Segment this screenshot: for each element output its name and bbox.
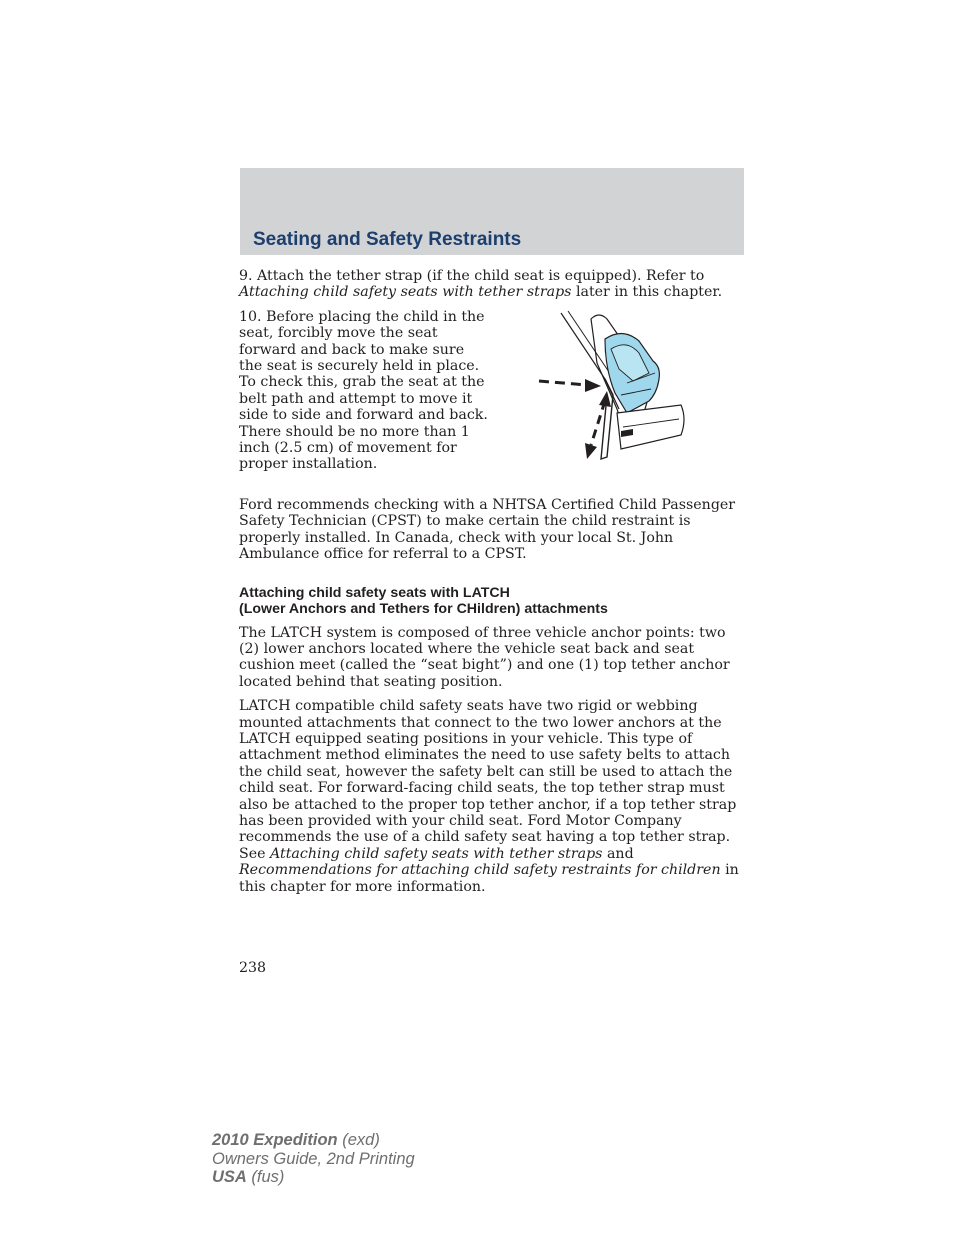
step-9-text: 9. Attach the tether strap (if the child seat is equipped). Refer to bbox=[239, 268, 705, 284]
footer-line-1 bbox=[212, 1131, 415, 1150]
header-band bbox=[240, 168, 744, 255]
step-9-paragraph bbox=[239, 268, 745, 301]
section-title: Seating and Safety Restraints bbox=[253, 229, 522, 250]
child-seat-movement-check-illustration bbox=[535, 309, 693, 469]
footer-model-code: (exd) bbox=[337, 1131, 380, 1149]
footer-market-code: (fus) bbox=[246, 1168, 285, 1186]
step-9-reference: Attaching child safety seats with tether straps bbox=[239, 284, 572, 301]
latch-paragraph-2 bbox=[239, 698, 745, 895]
footer bbox=[212, 1131, 415, 1187]
latch-reference-recommendations: Recommendations for attaching child safety restraints for children bbox=[239, 862, 721, 879]
latch-paragraph-2-end: in this chapter for more information. bbox=[239, 862, 739, 895]
step-10-paragraph: 10. Before placing the child in the seat, forcibly move the seat forward and back to make sure the seat is securely held in place. To check this, grab the seat at the belt path and attempt to move it side to side and forward and back. There should be no more than 1 inch (2.5 cm) of movement for proper installation. bbox=[239, 308, 488, 473]
latch-paragraph-1: The LATCH system is composed of three vehicle anchor points: two (2) lower anchors located where the vehicle seat back and seat cushion meet (called the “seat bight”) and one (1) top tether anchor located behind that seating position. bbox=[239, 624, 730, 690]
footer-line-3 bbox=[212, 1168, 415, 1187]
page-content bbox=[239, 268, 745, 903]
step-10-block bbox=[239, 309, 745, 473]
page-number: 238 bbox=[239, 960, 267, 976]
footer-market: USA bbox=[212, 1168, 247, 1186]
step-9-text-end: later in this chapter. bbox=[571, 284, 723, 301]
cpst-paragraph: Ford recommends checking with a NHTSA Certified Child Passenger Safety Technician (CPST) to make certain the child restraint is properly installed. In Canada, check with your local St. John Ambulance office for referral to a CPST. bbox=[239, 496, 736, 563]
latch-paragraph-2-and: and bbox=[602, 845, 634, 862]
latch-heading-line-2: (Lower Anchors and Tethers for CHildren) attachments bbox=[239, 600, 608, 617]
latch-paragraph-2-text: LATCH compatible child safety seats have two rigid or webbing mounted attachments that connect to the two lower anchors at the LATCH equipped seating positions in your vehicle. This type of attachment method eliminates the need to use safety belts to attach the child seat, however the safety belt can still be used to attach the child seat. For forward-facing child seats, the top tether strap must also be attached to the proper top tether anchor, if a top tether strap has been provided with your child seat. Ford Motor Company recommends the use of a child safety seat having a top tether strap. See bbox=[239, 698, 737, 862]
latch-reference-tether-straps: Attaching child safety seats with tether straps bbox=[270, 845, 603, 862]
footer-line-2: Owners Guide, 2nd Printing bbox=[212, 1149, 415, 1168]
latch-heading bbox=[239, 585, 745, 617]
latch-heading-line-1: Attaching child safety seats with LATCH bbox=[239, 584, 510, 601]
footer-model: 2010 Expedition bbox=[212, 1131, 338, 1149]
